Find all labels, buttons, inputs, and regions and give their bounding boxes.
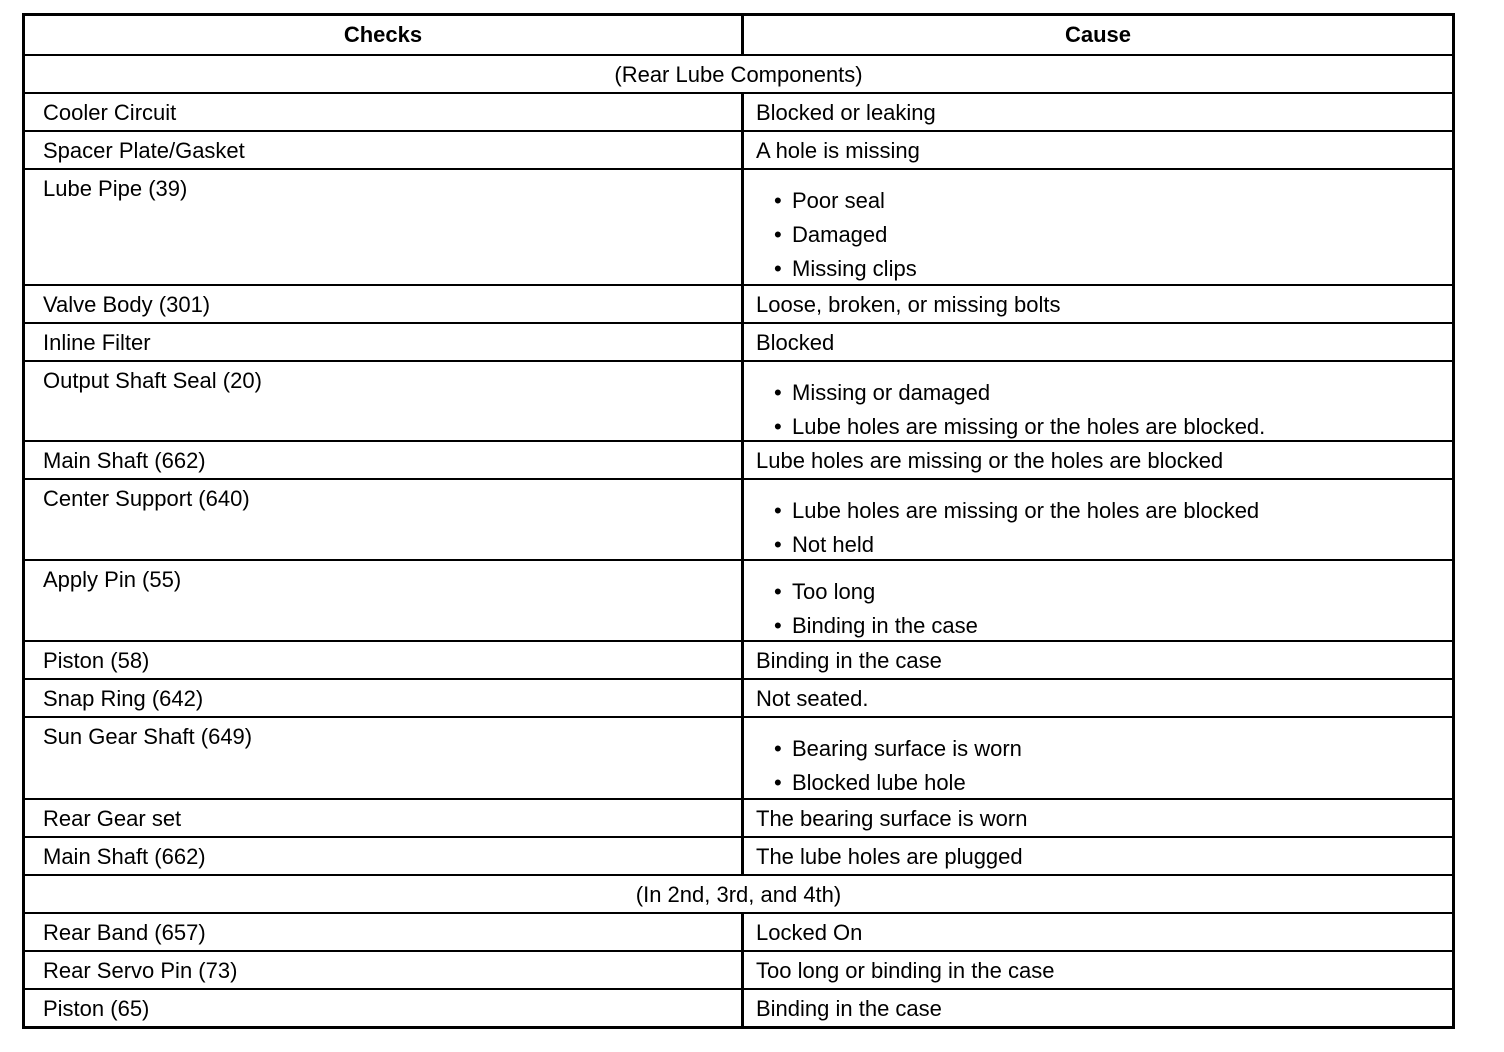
cause-text: Missing clips: [792, 256, 917, 281]
cause-list: [744, 170, 1452, 286]
check-cell: Apply Pin (55): [25, 561, 744, 640]
cause-cell: The bearing surface is worn: [756, 806, 1028, 831]
cause-list-item: [744, 528, 1452, 562]
cause-list-item: [744, 410, 1452, 444]
table-row: [25, 678, 1452, 716]
header-cause: Cause: [1064, 22, 1132, 47]
table-row: [25, 130, 1452, 168]
header-checks: Checks: [25, 16, 744, 54]
bullet-icon: •: [774, 770, 782, 795]
bullet-icon: •: [774, 380, 782, 405]
cause-list-item: [744, 184, 1452, 218]
cause-list-item: [744, 218, 1452, 252]
check-cell: Valve Body (301): [25, 286, 744, 322]
cause-list: [744, 362, 1452, 444]
cause-list: [744, 480, 1452, 562]
table-row: [25, 912, 1452, 950]
check-cell: Rear Servo Pin (73): [25, 952, 744, 988]
table-row: [25, 440, 1452, 478]
cause-list: [744, 718, 1452, 800]
cause-list-item: [744, 494, 1452, 528]
cause-cell: Binding in the case: [756, 996, 942, 1021]
table-row: [25, 284, 1452, 322]
table-row: [25, 798, 1452, 836]
cause-cell: Not seated.: [756, 686, 869, 711]
cause-cell: Too long or binding in the case: [756, 958, 1055, 983]
check-cell: Main Shaft (662): [25, 442, 744, 478]
bullet-icon: •: [774, 188, 782, 213]
bullet-icon: •: [774, 613, 782, 638]
cause-list-item: [744, 575, 1452, 609]
bullet-icon: •: [774, 532, 782, 557]
cause-text: Damaged: [792, 222, 888, 247]
table-row: [25, 836, 1452, 874]
cause-cell: [744, 170, 1452, 284]
cause-list: [744, 561, 1452, 643]
table-row: [25, 478, 1452, 559]
table-row: [25, 360, 1452, 440]
bullet-icon: •: [774, 256, 782, 281]
cause-list-item: [744, 376, 1452, 410]
cause-cell: [744, 362, 1452, 440]
bullet-icon: •: [774, 222, 782, 247]
check-cell: Output Shaft Seal (20): [25, 362, 744, 440]
cause-cell: Locked On: [756, 920, 863, 945]
table-row: [25, 92, 1452, 130]
check-cell: Rear Gear set: [25, 800, 744, 836]
section-title: (In 2nd, 3rd, and 4th): [635, 882, 842, 907]
table-row: [25, 640, 1452, 678]
cause-text: Too long: [792, 579, 876, 604]
table-row: [25, 559, 1452, 640]
check-cell: Lube Pipe (39): [25, 170, 744, 284]
cause-text: Lube holes are missing or the holes are blocked.: [792, 414, 1266, 439]
cause-cell: Binding in the case: [756, 648, 942, 673]
cause-text: Not held: [792, 532, 874, 557]
check-cell: Spacer Plate/Gasket: [25, 132, 744, 168]
cause-list-item: [744, 252, 1452, 286]
cause-cell: Blocked or leaking: [756, 100, 936, 125]
table-row: [25, 950, 1452, 988]
check-cell: Sun Gear Shaft (649): [25, 718, 744, 798]
table-header-row: [25, 16, 1452, 54]
section-row: [25, 874, 1452, 912]
cause-text: Bearing surface is worn: [792, 736, 1022, 761]
cause-text: Binding in the case: [792, 613, 978, 638]
table-row: [25, 716, 1452, 798]
table-row: [25, 322, 1452, 360]
cause-cell: Loose, broken, or missing bolts: [756, 292, 1061, 317]
cause-cell: [744, 480, 1452, 559]
check-cell: Main Shaft (662): [25, 838, 744, 874]
check-cell: Center Support (640): [25, 480, 744, 559]
table-row: [25, 988, 1452, 1026]
bullet-icon: •: [774, 498, 782, 523]
cause-cell: Lube holes are missing or the holes are blocked: [756, 448, 1224, 473]
section-title: (Rear Lube Components): [614, 62, 863, 87]
check-cell: Inline Filter: [25, 324, 744, 360]
check-cell: Piston (65): [25, 990, 744, 1026]
bullet-icon: •: [774, 736, 782, 761]
cause-text: Poor seal: [792, 188, 885, 213]
bullet-icon: •: [774, 414, 782, 439]
cause-text: Blocked lube hole: [792, 770, 966, 795]
check-cell: Cooler Circuit: [25, 94, 744, 130]
cause-text: Lube holes are missing or the holes are blocked: [792, 498, 1260, 523]
cause-list-item: [744, 732, 1452, 766]
section-row: [25, 54, 1452, 92]
check-cell: Rear Band (657): [25, 914, 744, 950]
cause-list-item: [744, 766, 1452, 800]
bullet-icon: •: [774, 579, 782, 604]
cause-list-item: [744, 609, 1452, 643]
cause-cell: The lube holes are plugged: [756, 844, 1023, 869]
check-cell: Piston (58): [25, 642, 744, 678]
cause-cell: A hole is missing: [756, 138, 920, 163]
cause-cell: [744, 718, 1452, 798]
checks-cause-table: [22, 13, 1455, 1029]
cause-text: Missing or damaged: [792, 380, 991, 405]
cause-cell: Blocked: [756, 330, 835, 355]
cause-cell: [744, 561, 1452, 640]
check-cell: Snap Ring (642): [25, 680, 744, 716]
table-row: [25, 168, 1452, 284]
